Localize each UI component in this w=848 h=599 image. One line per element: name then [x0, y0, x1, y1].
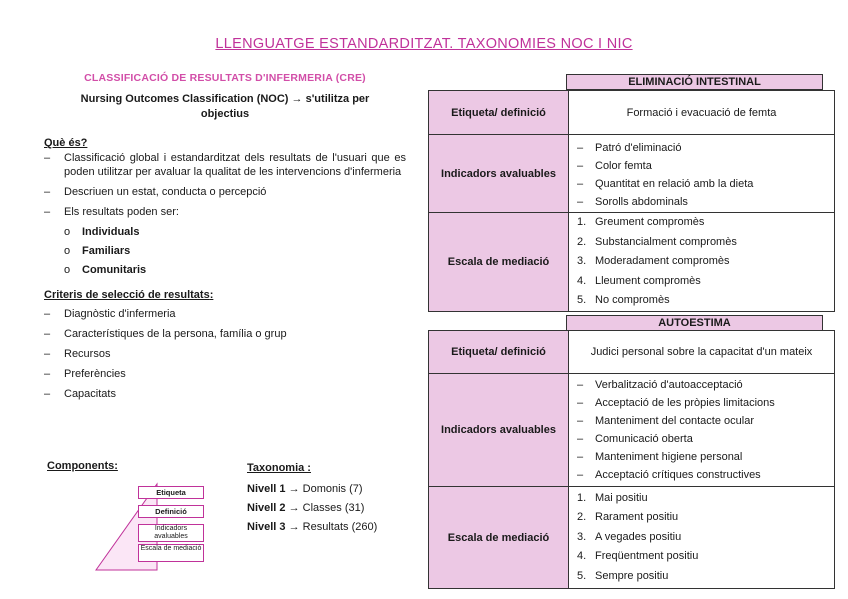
list-item: – Recursos	[44, 347, 406, 361]
noc-line-1: Nursing Outcomes Classification (NOC) → s'utilitza per	[80, 93, 370, 105]
table1-escala-value	[569, 213, 835, 312]
table1	[428, 90, 835, 312]
cre-subtitle: CLASSIFICACIÓ DE RESULTATS D'INFERMERIA (CRE)	[84, 72, 366, 84]
table2-indicadors-value	[569, 374, 835, 487]
list-item: 4. Lleument compromès	[577, 274, 701, 287]
list-item: – Manteniment del contacte ocular	[577, 412, 834, 430]
que-es-list	[44, 151, 406, 219]
list-item: 2. Substancialment compromès	[577, 235, 737, 248]
list-item: 4. Freqüentment positiu	[577, 550, 699, 563]
taxonomia-heading: Taxonomia :	[247, 462, 311, 474]
taxonomia-level: Nivell 2 → Classes (31)	[247, 502, 365, 514]
table1-indicadors-label: Indicadors avaluables	[429, 135, 569, 213]
list-item: – Diagnòstic d'infermeria	[44, 307, 406, 321]
list-item: – Manteniment higiene personal	[577, 448, 834, 466]
list-item: 1. Mai positiu	[577, 491, 648, 504]
list-item: 3. Moderadament compromès	[577, 255, 730, 268]
list-item: – Acceptació crítiques constructives	[577, 466, 834, 484]
list-item: – Sorolls abdominals	[577, 193, 834, 211]
criteris-list	[44, 307, 406, 401]
list-item: – Acceptació de les pròpies limitacions	[577, 394, 834, 412]
table1-etiqueta-value: Formació i evacuació de femta	[569, 91, 835, 135]
taxonomia-block	[247, 462, 377, 539]
table1-etiqueta-label: Etiqueta/ definició	[429, 91, 569, 135]
table2-etiqueta-label: Etiqueta/ definició	[429, 331, 569, 374]
list-item: 3. A vegades positiu	[577, 530, 682, 543]
que-es-heading: Què és?	[44, 137, 88, 149]
pyramid-etiqueta: Etiqueta	[138, 486, 204, 499]
noc-line-2: objectius	[200, 108, 250, 120]
list-item: – Descriuen un estat, conducta o percepció	[44, 185, 406, 199]
table2	[428, 330, 835, 589]
table2-escala-label: Escala de mediació	[429, 487, 569, 589]
list-item: – Patró d'eliminació	[577, 139, 834, 157]
pyramid-definicio: Definició	[138, 505, 204, 518]
list-item: o Familiars	[64, 245, 131, 257]
list-item: – Preferències	[44, 367, 406, 381]
noc-subtitle	[44, 92, 406, 122]
list-item: – Els resultats poden ser:	[44, 205, 406, 219]
table2-etiqueta-value: Judici personal sobre la capacitat d'un mateix	[569, 331, 835, 374]
pyramid-indicadors: Indicadors avaluables	[138, 524, 204, 542]
list-item: o Comunitaris	[64, 264, 147, 276]
list-item: – Característiques de la persona, família o grup	[44, 327, 406, 341]
taxonomia-level: Nivell 3 → Resultats (260)	[247, 521, 378, 533]
list-item: 5. Sempre positiu	[577, 569, 669, 582]
list-item: – Color femta	[577, 157, 834, 175]
list-item: – Capacitats	[44, 387, 406, 401]
table1-indicadors-value	[569, 135, 835, 213]
criteris-heading: Criteris de selecció de resultats:	[44, 289, 214, 301]
list-item: – Quantitat en relació amb la dieta	[577, 175, 834, 193]
table1-escala-label: Escala de mediació	[429, 213, 569, 312]
table1-header: ELIMINACIÓ INTESTINAL	[566, 74, 823, 90]
results-types-list	[44, 225, 406, 277]
list-item: 1. Greument compromès	[577, 216, 705, 229]
list-item: 2. Rarament positiu	[577, 511, 679, 524]
list-item: – Comunicació oberta	[577, 430, 834, 448]
page-title: LLENGUATGE ESTANDARDITZAT. TAXONOMIES NOC I NIC	[215, 36, 633, 52]
taxonomia-level: Nivell 1 → Domonis (7)	[247, 483, 363, 495]
left-column	[44, 72, 406, 407]
table2-escala-value	[569, 487, 835, 589]
table2-indicadors-label: Indicadors avaluables	[429, 374, 569, 487]
list-item: 5. No compromès	[577, 294, 670, 307]
list-item: – Verbalització d'autoacceptació	[577, 376, 834, 394]
pyramid-escala: Escala de mediació	[138, 544, 204, 562]
list-item: – Classificació global i estandarditzat dels resultats de l'usuari que es poden utilitzar per avaluar la qualitat de les intervencions d'infermeria	[44, 151, 406, 179]
components-heading: Components:	[47, 460, 118, 472]
table2-header: AUTOESTIMA	[566, 315, 823, 331]
list-item: o Individuals	[64, 226, 140, 238]
